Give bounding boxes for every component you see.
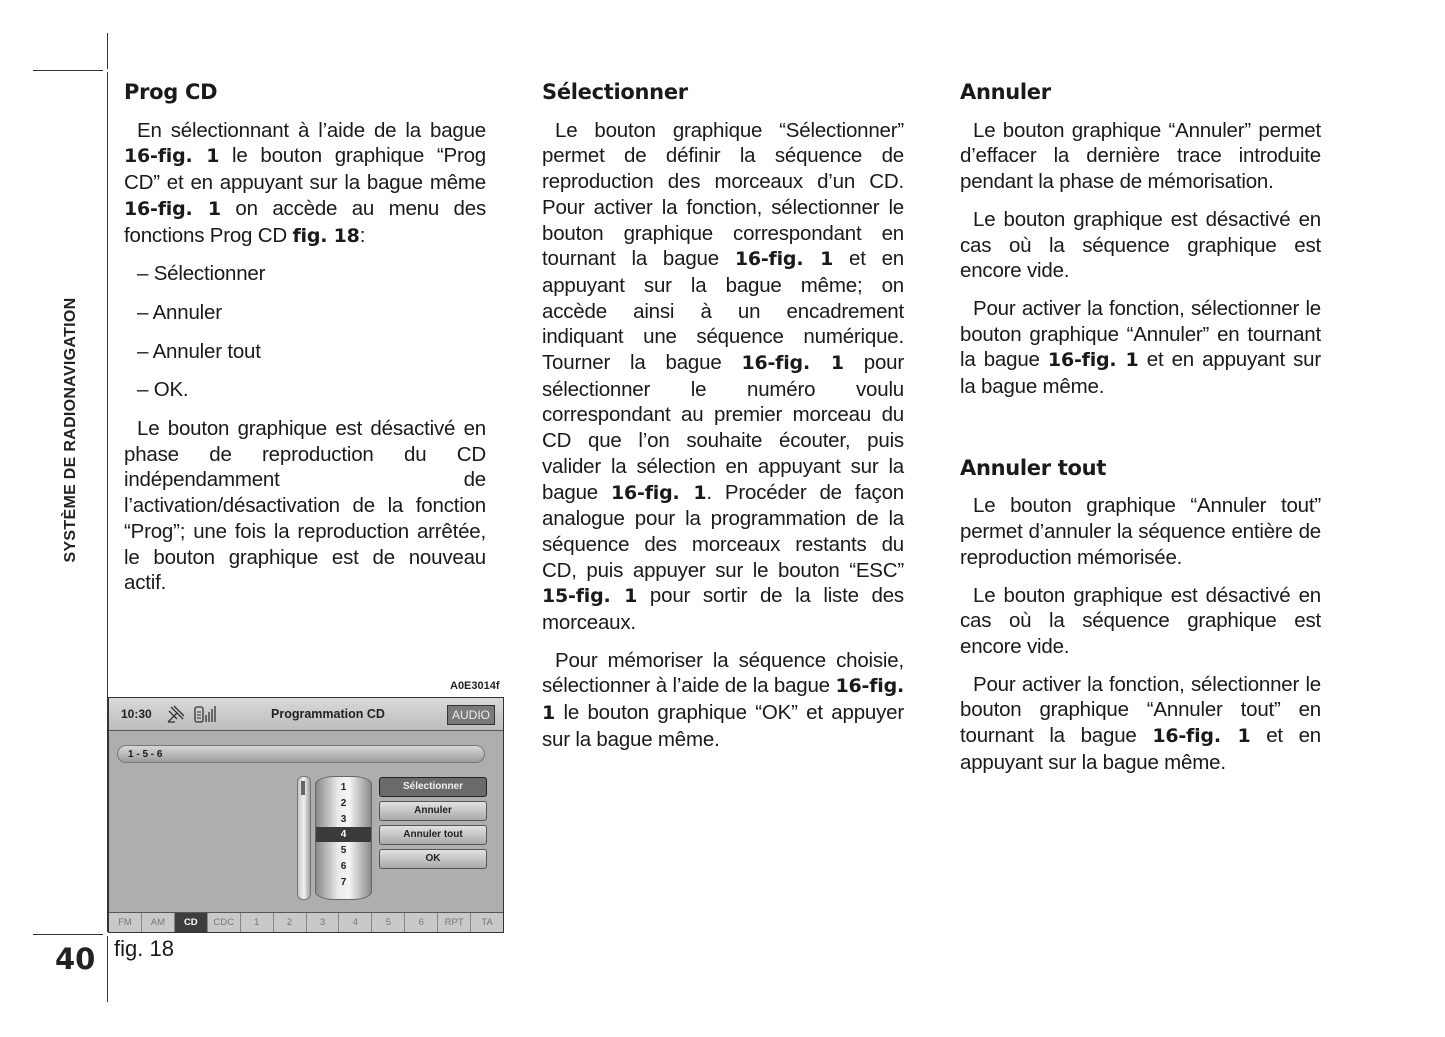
audio-button[interactable]: AUDIO: [447, 705, 495, 725]
sequence-display: 1 - 5 - 6: [117, 745, 485, 763]
screen-figure: [108, 697, 504, 933]
screen-top-bar: [109, 698, 503, 731]
column-selectionner: [542, 80, 904, 765]
margin-tick-bottom: [33, 934, 103, 935]
list-item: – Sélectionner: [137, 262, 266, 286]
paragraph-annuler-3: Pour activer la fonction, sélectionner le bouton graphique “Annuler” en tournant la bague 16-fig. 1 et en appuyant sur la bague même.: [960, 296, 1321, 399]
ok-button[interactable]: OK: [379, 849, 487, 869]
margin-line-top: [107, 33, 108, 69]
tab-preset-2[interactable]: 2: [274, 913, 307, 933]
paragraph-note: Le bouton graphique est désactivé en phase de reproduction du CD indépendamment de l’activation/désactivation de la fonction “Prog”; une fois la reproduction arrêtée, le bouton graphique est de nouveau actif.: [124, 417, 486, 595]
clock: 10:30: [121, 707, 152, 721]
list-item: – Annuler tout: [137, 339, 261, 363]
track-number[interactable]: 5: [340, 845, 347, 856]
heading-annuler: Annuler: [960, 80, 1051, 104]
tab-ta[interactable]: TA: [481, 917, 493, 928]
page-number: 40: [55, 942, 96, 976]
tab-am[interactable]: AM: [142, 913, 175, 933]
margin-line-bottom: [107, 936, 108, 1002]
section-title: SYSTÈME DE RADIONAVIGATION: [62, 297, 79, 563]
tab-preset-5[interactable]: 5: [372, 913, 405, 933]
track-number[interactable]: 6: [340, 861, 347, 872]
tab-fm[interactable]: FM: [109, 913, 142, 933]
list-item: – Annuler: [137, 300, 222, 324]
scrollbar-thumb[interactable]: [301, 781, 305, 795]
annuler-button[interactable]: Annuler: [379, 801, 487, 821]
track-number[interactable]: 1: [340, 782, 347, 793]
tab-cdc[interactable]: CDC: [208, 913, 241, 933]
track-number[interactable]: 3: [340, 814, 347, 825]
track-number-selected[interactable]: 4: [316, 827, 371, 842]
figure-caption: fig. 18: [114, 936, 174, 961]
selectionner-button[interactable]: Sélectionner: [379, 777, 487, 797]
figure-code: A0E3014f: [450, 680, 500, 692]
heading-selectionner: Sélectionner: [542, 80, 688, 104]
track-wheel[interactable]: [315, 776, 372, 900]
column-prog-cd: [124, 80, 486, 608]
tab-preset-1[interactable]: 1: [241, 913, 274, 933]
paragraph-annuler-tout-1: Le bouton graphique “Annuler tout” permet d’annuler la séquence entière de reproduction mémorisée.: [960, 494, 1321, 569]
screen-title: Programmation CD: [271, 707, 385, 721]
paragraph-annuler-tout-3: Pour activer la fonction, sélectionner le bouton graphique “Annuler tout” en tournant la bague 16-fig. 1 et en appuyant sur la bague même.: [960, 672, 1321, 774]
phone-signal-icon: [193, 703, 219, 725]
tab-preset-4[interactable]: 4: [339, 913, 372, 933]
heading-prog-cd: Prog CD: [124, 80, 218, 104]
heading-annuler-tout: Annuler tout: [960, 455, 1107, 480]
column-annuler: [960, 80, 1321, 787]
tab-preset-6[interactable]: 6: [405, 913, 438, 933]
scrollbar[interactable]: [297, 776, 311, 900]
paragraph-intro: En sélectionnant à l’aide de la bague 16-fig. 1 le bouton graphique “Prog CD” et en appuyant sur la bague même 16-fig. 1 on accède au menu des fonctions Prog CD fig. 18:: [124, 118, 486, 247]
margin-tick-top: [33, 70, 103, 71]
track-number[interactable]: 7: [340, 877, 347, 888]
paragraph-annuler-2: Le bouton graphique est désactivé en cas où la séquence graphique est encore vide.: [960, 207, 1321, 283]
tab-preset-3[interactable]: 3: [307, 913, 340, 933]
annuler-tout-button[interactable]: Annuler tout: [379, 825, 487, 845]
tab-cd[interactable]: CD: [175, 913, 208, 933]
source-tab-bar: [109, 912, 503, 933]
paragraph-annuler-tout-2: Le bouton graphique est désactivé en cas où la séquence graphique est encore vide.: [960, 583, 1321, 658]
satellite-icon: [165, 703, 187, 725]
tab-rpt[interactable]: RPT: [438, 913, 471, 933]
list-item: – OK.: [137, 378, 189, 402]
paragraph-selectionner-2: Pour mémoriser la séquence choisie, sélectionner à l’aide de la bague 16-fig. 1 le bouton graphique “OK” et appuyer sur la bague même.: [542, 648, 904, 751]
track-number[interactable]: 2: [340, 798, 347, 809]
paragraph-selectionner-1: Le bouton graphique “Sélectionner” permet de définir la séquence de reproduction des morceaux d’un CD. Pour activer la fonction, sélectionner le bouton graphique correspondant en tournant la bague 16-fig. 1 et en appuyant sur la bague même; on accède ainsi à un encadrement indiquant une séquence numérique. Tourner la bague 16-fig. 1 pour sélectionner le numéro voulu correspondant au premier morceau du CD que l’on souhaite écouter, puis valider la sélection en appuyant sur la bague 16-fig. 1. Procéder de façon analogue pour la programmation de la séquence des morceaux restants du CD, puis appuyer sur le bouton “ESC” 15-fig. 1 pour sortir de la liste des morceaux.: [542, 118, 905, 635]
paragraph-annuler-1: Le bouton graphique “Annuler” permet d’effacer la dernière trace introduite pendant la phase de mémorisation.: [960, 118, 1321, 194]
